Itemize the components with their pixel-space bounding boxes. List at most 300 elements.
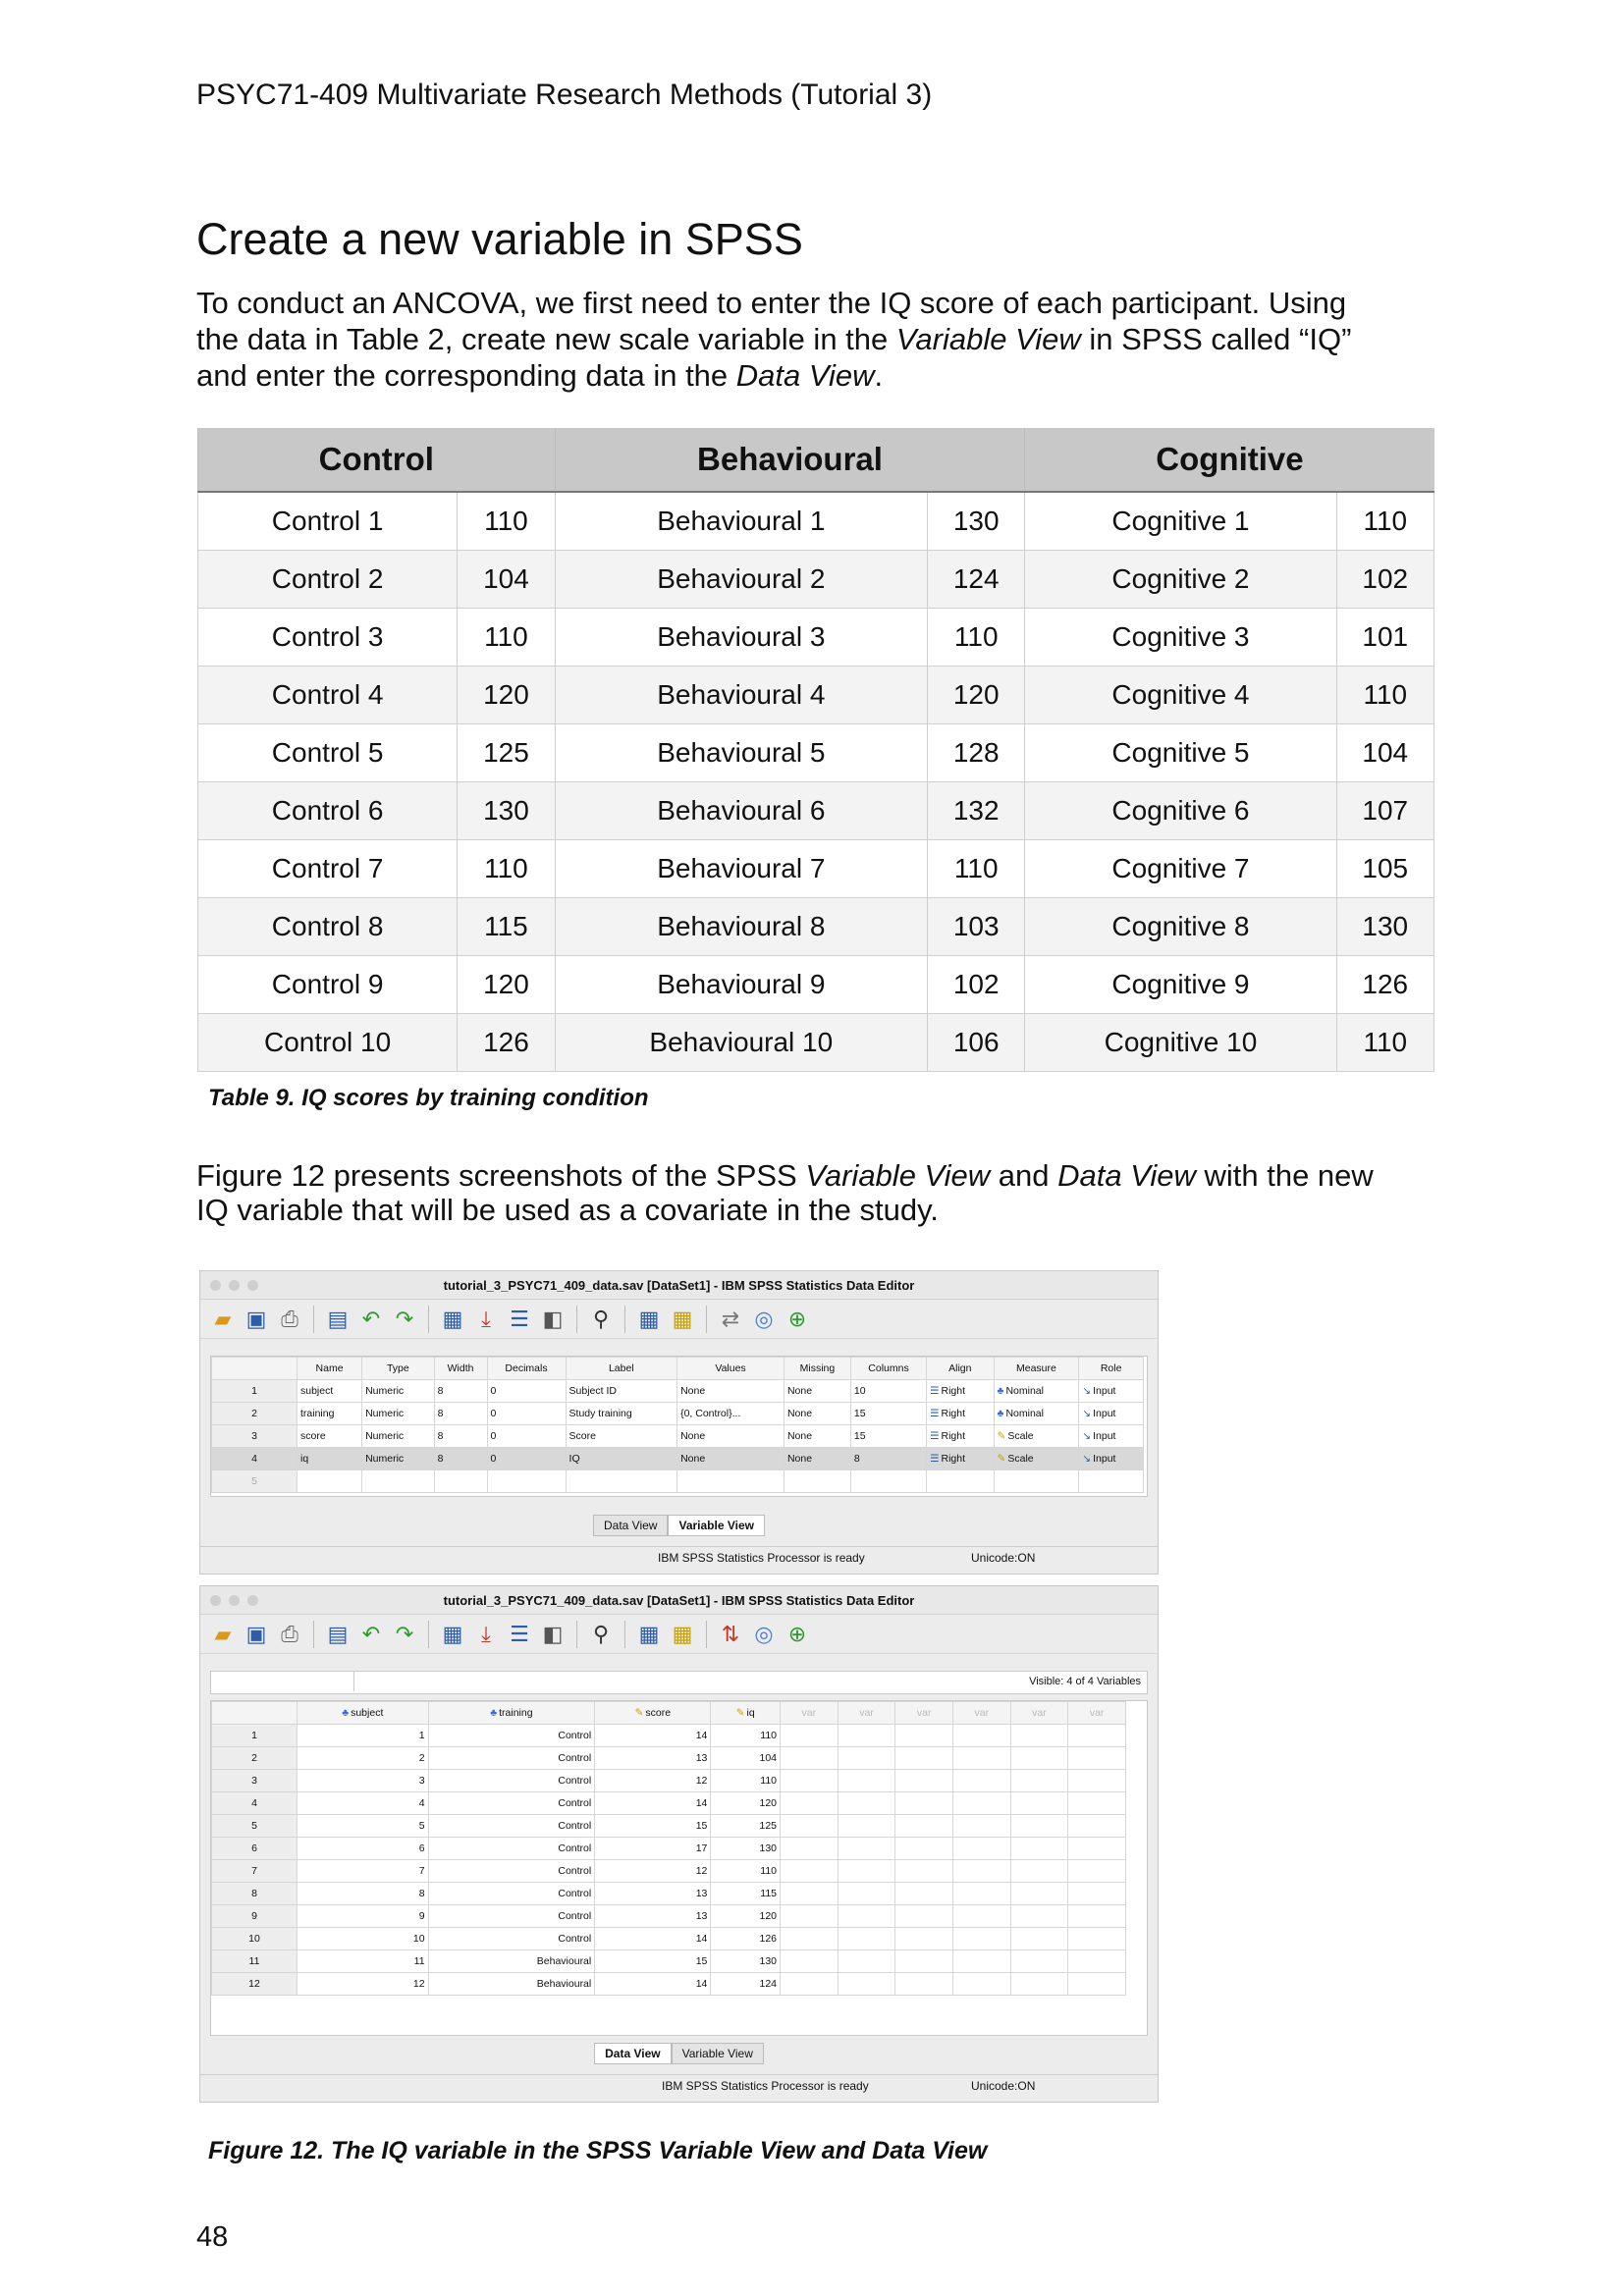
- empty-cell[interactable]: [895, 1747, 953, 1770]
- scale-icon: ✎: [997, 1453, 1006, 1465]
- empty-var-column-header[interactable]: [952, 1702, 1010, 1725]
- empty-variable-row[interactable]: [212, 1470, 1144, 1493]
- data-cell[interactable]: 124: [711, 1973, 781, 1996]
- vv-column-header[interactable]: Width: [434, 1358, 487, 1380]
- empty-cell[interactable]: [781, 1883, 839, 1905]
- case-number[interactable]: 3: [212, 1770, 298, 1792]
- table-row: [198, 956, 1434, 1014]
- variable-cell[interactable]: [927, 1380, 994, 1403]
- empty-cell[interactable]: [1068, 1860, 1126, 1883]
- open-folder-icon[interactable]: ▰: [214, 1306, 232, 1331]
- empty-cell[interactable]: [838, 1792, 895, 1815]
- empty-cell[interactable]: [781, 1770, 839, 1792]
- empty-cell[interactable]: [1010, 1883, 1068, 1905]
- empty-cell[interactable]: [487, 1470, 566, 1493]
- empty-cell[interactable]: [566, 1470, 677, 1493]
- empty-cell[interactable]: [927, 1470, 994, 1493]
- empty-cell[interactable]: [1068, 1770, 1126, 1792]
- variable-cell[interactable]: [994, 1403, 1079, 1425]
- data-cell[interactable]: 125: [711, 1815, 781, 1838]
- data-cell[interactable]: Control: [428, 1905, 595, 1928]
- variable-cell[interactable]: [362, 1380, 434, 1403]
- empty-cell[interactable]: [1068, 1883, 1126, 1905]
- empty-cell[interactable]: [1010, 1838, 1068, 1860]
- empty-cell[interactable]: [362, 1470, 434, 1493]
- row-number[interactable]: [212, 1380, 298, 1403]
- case-number[interactable]: 6: [212, 1838, 298, 1860]
- variable-cell[interactable]: [487, 1380, 566, 1403]
- tab-data-view[interactable]: Data View: [593, 1515, 668, 1536]
- data-cell[interactable]: 6: [298, 1838, 429, 1860]
- print-icon[interactable]: ⎙: [281, 1621, 298, 1646]
- case-number[interactable]: 11: [212, 1950, 298, 1973]
- case-number[interactable]: 8: [212, 1883, 298, 1905]
- case-row[interactable]: [212, 1838, 1126, 1860]
- find-icon[interactable]: ⚲: [592, 1621, 610, 1646]
- variable-column-header[interactable]: [711, 1702, 781, 1725]
- case-row[interactable]: [212, 1815, 1126, 1838]
- empty-cell[interactable]: [895, 1883, 953, 1905]
- variable-cell[interactable]: [487, 1425, 566, 1448]
- data-cell[interactable]: 110: [711, 1860, 781, 1883]
- iq-score-cell: 126: [1336, 956, 1434, 1014]
- vv-column-header[interactable]: Measure: [994, 1358, 1079, 1380]
- goto-case-icon[interactable]: ▦: [442, 1306, 463, 1331]
- empty-cell[interactable]: [1068, 1973, 1126, 1996]
- empty-cell[interactable]: [781, 1792, 839, 1815]
- data-cell[interactable]: 15: [595, 1950, 711, 1973]
- cell-reference-box[interactable]: [211, 1672, 354, 1691]
- vv-column-header[interactable]: Name: [298, 1358, 362, 1380]
- variable-cell[interactable]: [298, 1403, 362, 1425]
- empty-cell[interactable]: [838, 1928, 895, 1950]
- empty-cell[interactable]: [781, 1838, 839, 1860]
- case-number[interactable]: 7: [212, 1860, 298, 1883]
- vv-column-header[interactable]: Role: [1079, 1358, 1144, 1380]
- data-cell[interactable]: 7: [298, 1860, 429, 1883]
- empty-cell[interactable]: [838, 1973, 895, 1996]
- run-descriptives-icon[interactable]: ◧: [542, 1621, 564, 1646]
- data-cell[interactable]: 12: [298, 1973, 429, 1996]
- case-number[interactable]: 4: [212, 1792, 298, 1815]
- data-cell[interactable]: 1: [298, 1725, 429, 1747]
- column-header-control: Control: [198, 428, 556, 492]
- variable-cell[interactable]: [434, 1425, 487, 1448]
- empty-cell[interactable]: [895, 1815, 953, 1838]
- variable-cell[interactable]: [566, 1380, 677, 1403]
- data-cell[interactable]: Behavioural: [428, 1950, 595, 1973]
- variables-icon[interactable]: ☰: [510, 1621, 529, 1646]
- variable-cell[interactable]: [434, 1403, 487, 1425]
- variable-cell[interactable]: [994, 1448, 1079, 1470]
- goto-variable-icon[interactable]: ⤓: [481, 1621, 491, 1646]
- empty-var-column-header[interactable]: [895, 1702, 953, 1725]
- data-cell[interactable]: 120: [711, 1792, 781, 1815]
- data-cell[interactable]: 130: [711, 1838, 781, 1860]
- case-row[interactable]: [212, 1950, 1126, 1973]
- data-cell[interactable]: 110: [711, 1725, 781, 1747]
- empty-cell[interactable]: [434, 1470, 487, 1493]
- empty-cell[interactable]: [1068, 1747, 1126, 1770]
- empty-cell[interactable]: [994, 1470, 1079, 1493]
- empty-cell[interactable]: [1068, 1928, 1126, 1950]
- empty-cell[interactable]: [784, 1470, 850, 1493]
- empty-cell[interactable]: [895, 1973, 953, 1996]
- data-cell[interactable]: 3: [298, 1770, 429, 1792]
- empty-cell[interactable]: [952, 1950, 1010, 1973]
- data-cell[interactable]: 14: [595, 1928, 711, 1950]
- data-cell[interactable]: Control: [428, 1838, 595, 1860]
- vv-column-header[interactable]: Columns: [850, 1358, 926, 1380]
- use-sets-icon[interactable]: ⊕: [787, 1621, 807, 1646]
- save-icon[interactable]: ▣: [245, 1621, 267, 1646]
- empty-cell[interactable]: [781, 1973, 839, 1996]
- variable-cell[interactable]: [362, 1425, 434, 1448]
- row-number[interactable]: [212, 1425, 298, 1448]
- empty-cell[interactable]: [781, 1815, 839, 1838]
- case-row[interactable]: [212, 1905, 1126, 1928]
- tab-data-view[interactable]: Data View: [594, 2043, 671, 2064]
- variable-row[interactable]: [212, 1425, 1144, 1448]
- empty-cell[interactable]: [952, 1973, 1010, 1996]
- empty-cell[interactable]: [838, 1883, 895, 1905]
- case-number[interactable]: 9: [212, 1905, 298, 1928]
- empty-cell[interactable]: [298, 1470, 362, 1493]
- redo-icon[interactable]: ↷: [395, 1621, 414, 1646]
- goto-case-icon[interactable]: ▦: [442, 1621, 463, 1646]
- tab-variable-view[interactable]: Variable View: [672, 2043, 764, 2064]
- variable-cell[interactable]: [850, 1425, 926, 1448]
- case-number[interactable]: 10: [212, 1928, 298, 1950]
- cell-text: 8: [437, 1385, 444, 1397]
- variable-cell[interactable]: [566, 1448, 677, 1470]
- cell-text: Right: [941, 1453, 966, 1465]
- empty-cell[interactable]: [952, 1928, 1010, 1950]
- empty-cell[interactable]: [1068, 1905, 1126, 1928]
- empty-cell[interactable]: [838, 1838, 895, 1860]
- variable-cell[interactable]: [784, 1403, 850, 1425]
- recall-dialog-icon[interactable]: ▤: [327, 1306, 349, 1331]
- case-row[interactable]: [212, 1770, 1126, 1792]
- variable-row[interactable]: [212, 1403, 1144, 1425]
- insert-variable-icon[interactable]: ▦: [672, 1306, 693, 1331]
- case-number[interactable]: 5: [212, 1815, 298, 1838]
- empty-cell[interactable]: [1068, 1815, 1126, 1838]
- variable-cell[interactable]: [677, 1448, 784, 1470]
- empty-cell[interactable]: [838, 1725, 895, 1747]
- vv-column-header[interactable]: Align: [927, 1358, 994, 1380]
- print-icon[interactable]: ⎙: [281, 1306, 298, 1331]
- data-cell[interactable]: Behavioural: [428, 1973, 595, 1996]
- insert-cases-icon[interactable]: ▦: [638, 1306, 660, 1331]
- vv-column-header[interactable]: Type: [362, 1358, 434, 1380]
- empty-cell[interactable]: [952, 1770, 1010, 1792]
- insert-cases-icon[interactable]: ▦: [638, 1621, 660, 1646]
- cell-text: 15: [853, 1408, 866, 1419]
- variable-column-header[interactable]: [595, 1702, 711, 1725]
- empty-cell[interactable]: [781, 1905, 839, 1928]
- vv-column-header[interactable]: Values: [677, 1358, 784, 1380]
- empty-cell[interactable]: [895, 1838, 953, 1860]
- data-cell[interactable]: 13: [595, 1883, 711, 1905]
- empty-cell[interactable]: [952, 1815, 1010, 1838]
- data-cell[interactable]: 8: [298, 1883, 429, 1905]
- split-file-icon[interactable]: ⇅: [721, 1621, 740, 1646]
- intro-italic: Variable View: [895, 322, 1081, 356]
- cell-editor-bar[interactable]: [210, 1671, 1148, 1694]
- empty-var-column-header[interactable]: [1068, 1702, 1126, 1725]
- redo-icon[interactable]: ↷: [395, 1306, 414, 1331]
- insert-variable-icon[interactable]: ▦: [672, 1621, 693, 1646]
- data-cell[interactable]: 10: [298, 1928, 429, 1950]
- empty-cell[interactable]: [781, 1860, 839, 1883]
- case-row[interactable]: [212, 1883, 1126, 1905]
- intro-text: the data in Table 2, create new scale variable in the: [196, 322, 896, 356]
- data-cell[interactable]: 115: [711, 1883, 781, 1905]
- data-cell[interactable]: Control: [428, 1928, 595, 1950]
- table-row: [198, 551, 1434, 609]
- data-cell[interactable]: 130: [711, 1950, 781, 1973]
- variable-cell[interactable]: [298, 1448, 362, 1470]
- variable-cell[interactable]: [784, 1425, 850, 1448]
- empty-cell[interactable]: [838, 1860, 895, 1883]
- open-folder-icon[interactable]: ▰: [214, 1621, 232, 1646]
- variable-row[interactable]: [212, 1448, 1144, 1470]
- find-icon[interactable]: ⚲: [592, 1306, 610, 1331]
- scale-icon: ✎: [634, 1707, 644, 1719]
- empty-cell[interactable]: [1010, 1973, 1068, 1996]
- empty-cell[interactable]: [895, 1770, 953, 1792]
- empty-cell[interactable]: [895, 1950, 953, 1973]
- data-cell[interactable]: 11: [298, 1950, 429, 1973]
- variable-cell[interactable]: [1079, 1448, 1144, 1470]
- variable-column-header[interactable]: [428, 1702, 595, 1725]
- use-sets-icon[interactable]: ⊕: [787, 1306, 807, 1331]
- empty-cell[interactable]: [1010, 1905, 1068, 1928]
- empty-cell[interactable]: [1068, 1792, 1126, 1815]
- variable-cell[interactable]: [677, 1403, 784, 1425]
- case-row[interactable]: [212, 1725, 1126, 1747]
- variable-cell[interactable]: [784, 1380, 850, 1403]
- goto-variable-icon[interactable]: ⤓: [481, 1306, 491, 1331]
- vv-column-header[interactable]: Missing: [784, 1358, 850, 1380]
- empty-cell[interactable]: [1068, 1950, 1126, 1973]
- case-row[interactable]: [212, 1747, 1126, 1770]
- variable-cell[interactable]: [927, 1425, 994, 1448]
- data-cell[interactable]: 2: [298, 1747, 429, 1770]
- variable-cell[interactable]: [850, 1403, 926, 1425]
- empty-cell[interactable]: [1010, 1747, 1068, 1770]
- case-row[interactable]: [212, 1973, 1126, 1996]
- variable-cell[interactable]: [927, 1448, 994, 1470]
- empty-var-column-header[interactable]: [838, 1702, 895, 1725]
- empty-cell[interactable]: [1010, 1860, 1068, 1883]
- variable-cell[interactable]: [850, 1448, 926, 1470]
- variable-cell[interactable]: [298, 1425, 362, 1448]
- tab-variable-view[interactable]: Variable View: [668, 1515, 765, 1536]
- empty-cell[interactable]: [952, 1725, 1010, 1747]
- case-number[interactable]: 2: [212, 1747, 298, 1770]
- variable-cell[interactable]: [566, 1425, 677, 1448]
- case-row[interactable]: [212, 1928, 1126, 1950]
- row-number[interactable]: [212, 1403, 298, 1425]
- data-cell[interactable]: Control: [428, 1860, 595, 1883]
- data-cell[interactable]: 12: [595, 1770, 711, 1792]
- empty-cell[interactable]: [838, 1905, 895, 1928]
- data-cell[interactable]: 110: [711, 1770, 781, 1792]
- empty-cell[interactable]: [1010, 1770, 1068, 1792]
- data-cell[interactable]: Control: [428, 1770, 595, 1792]
- empty-cell[interactable]: [1010, 1928, 1068, 1950]
- empty-cell[interactable]: [895, 1905, 953, 1928]
- empty-cell[interactable]: [1068, 1725, 1126, 1747]
- data-cell[interactable]: 4: [298, 1792, 429, 1815]
- empty-cell[interactable]: [677, 1470, 784, 1493]
- variable-cell[interactable]: [1079, 1425, 1144, 1448]
- iq-score-cell: 110: [928, 840, 1025, 898]
- variable-cell[interactable]: [927, 1403, 994, 1425]
- save-icon[interactable]: ▣: [245, 1306, 267, 1331]
- empty-cell[interactable]: [1079, 1470, 1144, 1493]
- vv-column-header[interactable]: Decimals: [487, 1358, 566, 1380]
- empty-cell[interactable]: [952, 1792, 1010, 1815]
- value-labels-icon[interactable]: ◎: [754, 1621, 774, 1646]
- empty-var-column-header[interactable]: [1010, 1702, 1068, 1725]
- variable-cell[interactable]: [850, 1380, 926, 1403]
- row-number[interactable]: [212, 1448, 298, 1470]
- data-cell[interactable]: 14: [595, 1725, 711, 1747]
- data-cell[interactable]: 5: [298, 1815, 429, 1838]
- row-number[interactable]: 5: [212, 1470, 298, 1493]
- variable-cell[interactable]: [487, 1448, 566, 1470]
- data-cell[interactable]: Control: [428, 1747, 595, 1770]
- fig-text: with the new: [1195, 1158, 1374, 1193]
- cell-text: Numeric: [365, 1408, 405, 1419]
- empty-cell[interactable]: [1010, 1950, 1068, 1973]
- undo-icon[interactable]: ↶: [361, 1306, 381, 1331]
- case-row[interactable]: [212, 1792, 1126, 1815]
- recall-dialog-icon[interactable]: ▤: [327, 1621, 349, 1646]
- case-number[interactable]: 1: [212, 1725, 298, 1747]
- data-cell[interactable]: 13: [595, 1905, 711, 1928]
- participant-cell: Behavioural 3: [555, 609, 927, 667]
- variable-cell[interactable]: [487, 1403, 566, 1425]
- variable-cell[interactable]: [994, 1380, 1079, 1403]
- nominal-icon: ♣: [342, 1707, 350, 1719]
- data-cell[interactable]: 104: [711, 1747, 781, 1770]
- empty-cell[interactable]: [895, 1928, 953, 1950]
- iq-score-cell: 107: [1336, 782, 1434, 840]
- participant-cell: Behavioural 2: [555, 551, 927, 609]
- data-cell[interactable]: 126: [711, 1928, 781, 1950]
- variables-icon[interactable]: ☰: [510, 1306, 529, 1331]
- empty-cell[interactable]: [781, 1725, 839, 1747]
- unicode-status: Unicode:ON: [971, 2079, 1036, 2093]
- data-cell[interactable]: Control: [428, 1725, 595, 1747]
- empty-cell[interactable]: [1010, 1815, 1068, 1838]
- empty-cell[interactable]: [781, 1747, 839, 1770]
- variable-cell[interactable]: [994, 1425, 1079, 1448]
- empty-cell[interactable]: [781, 1928, 839, 1950]
- participant-cell: Behavioural 4: [555, 667, 927, 724]
- variable-column-header[interactable]: [298, 1702, 429, 1725]
- empty-cell[interactable]: [1010, 1725, 1068, 1747]
- empty-cell[interactable]: [952, 1747, 1010, 1770]
- empty-cell[interactable]: [838, 1747, 895, 1770]
- empty-cell[interactable]: [952, 1838, 1010, 1860]
- data-cell[interactable]: 17: [595, 1838, 711, 1860]
- variable-cell[interactable]: [1079, 1403, 1144, 1425]
- data-cell[interactable]: 13: [595, 1747, 711, 1770]
- data-cell[interactable]: 9: [298, 1905, 429, 1928]
- data-cell[interactable]: 12: [595, 1860, 711, 1883]
- empty-cell[interactable]: [1010, 1792, 1068, 1815]
- participant-cell: Behavioural 9: [555, 956, 927, 1014]
- data-cell[interactable]: Control: [428, 1792, 595, 1815]
- empty-cell[interactable]: [895, 1725, 953, 1747]
- case-number[interactable]: 12: [212, 1973, 298, 1996]
- empty-cell[interactable]: [838, 1950, 895, 1973]
- variable-cell[interactable]: [677, 1380, 784, 1403]
- variable-cell[interactable]: [434, 1448, 487, 1470]
- variable-cell[interactable]: [362, 1403, 434, 1425]
- data-cell[interactable]: 120: [711, 1905, 781, 1928]
- data-view-grid: [210, 1700, 1148, 2036]
- data-cell[interactable]: Control: [428, 1883, 595, 1905]
- variable-cell[interactable]: [784, 1448, 850, 1470]
- empty-cell[interactable]: [838, 1815, 895, 1838]
- empty-cell[interactable]: [1068, 1838, 1126, 1860]
- undo-icon[interactable]: ↶: [361, 1621, 381, 1646]
- run-descriptives-icon[interactable]: ◧: [542, 1306, 564, 1331]
- cell-text: Right: [941, 1408, 966, 1419]
- empty-var-column-header[interactable]: [781, 1702, 839, 1725]
- variable-cell[interactable]: [434, 1380, 487, 1403]
- variable-cell[interactable]: [1079, 1380, 1144, 1403]
- participant-cell: Cognitive 4: [1025, 667, 1336, 724]
- empty-cell[interactable]: [895, 1860, 953, 1883]
- empty-cell[interactable]: [781, 1950, 839, 1973]
- nominal-icon: ♣: [997, 1385, 1004, 1397]
- data-cell[interactable]: 14: [595, 1792, 711, 1815]
- cell-text: 0: [490, 1430, 497, 1442]
- empty-cell[interactable]: [952, 1883, 1010, 1905]
- vv-column-header[interactable]: Label: [566, 1358, 677, 1380]
- page-number: 48: [196, 2221, 229, 2253]
- split-file-icon[interactable]: ⇄: [721, 1306, 740, 1331]
- cell-text: IQ: [568, 1453, 580, 1465]
- empty-cell[interactable]: [952, 1905, 1010, 1928]
- empty-cell[interactable]: [850, 1470, 926, 1493]
- variable-row[interactable]: [212, 1380, 1144, 1403]
- data-cell[interactable]: Control: [428, 1815, 595, 1838]
- empty-cell[interactable]: [895, 1792, 953, 1815]
- variable-cell[interactable]: [298, 1380, 362, 1403]
- data-cell[interactable]: 14: [595, 1973, 711, 1996]
- case-row[interactable]: [212, 1860, 1126, 1883]
- cell-text: 2: [251, 1408, 257, 1419]
- value-labels-icon[interactable]: ◎: [754, 1306, 774, 1331]
- variable-cell[interactable]: [677, 1425, 784, 1448]
- cell-text: training: [300, 1408, 335, 1419]
- participant-cell: Cognitive 8: [1025, 898, 1336, 956]
- iq-score-cell: 101: [1336, 609, 1434, 667]
- variable-cell[interactable]: [362, 1448, 434, 1470]
- variable-cell[interactable]: [566, 1403, 677, 1425]
- data-cell[interactable]: 15: [595, 1815, 711, 1838]
- empty-cell[interactable]: [838, 1770, 895, 1792]
- empty-cell[interactable]: [952, 1860, 1010, 1883]
